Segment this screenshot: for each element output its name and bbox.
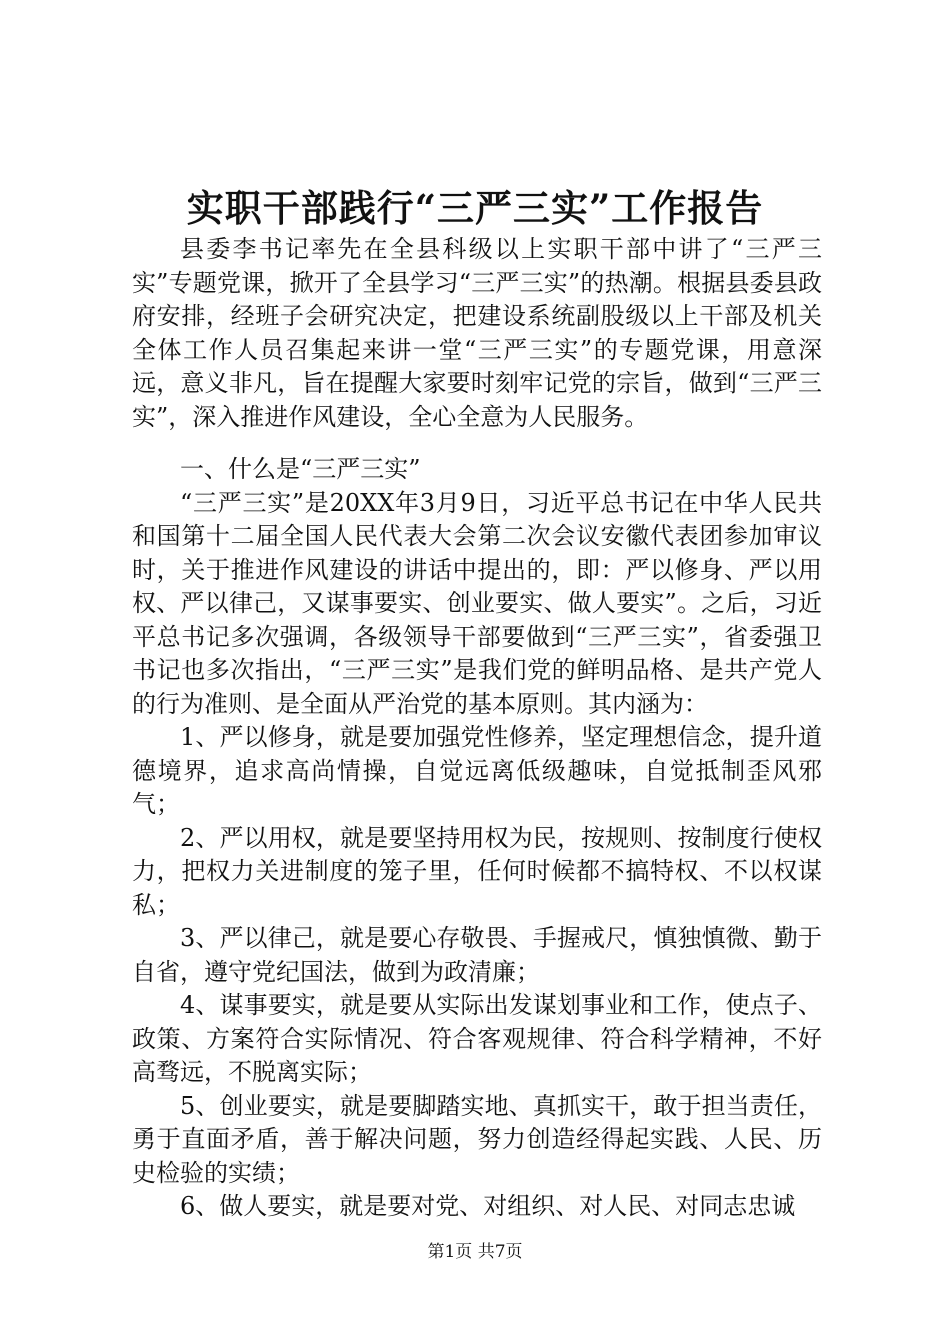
document-title: 实职干部践行“三严三实”工作报告 [186, 186, 764, 230]
page-footer: 第1页 共7页 [427, 1242, 523, 1262]
list-item: 4、谋事要实，就是要从实际出发谋划事业和工作，使点子、政策、方案符合实际情况、符合客观规律、符合科学精神，不好高骛远，不脱离实际； [132, 991, 822, 1086]
section-heading: 一、什么是“三严三实” [180, 455, 421, 483]
intro-paragraph: 县委李书记率先在全县科级以上实职干部中讲了“三严三实”专题党课，掀开了全县学习“三严三实”的热潮。根据县委县政府安排，经班子会研究决定，把建设系统副股级以上干部及机关全体工作人员召集起来讲一堂“三严三实”的专题党课，用意深远，意义非凡，旨在提醒大家要时刻牢记党的宗旨，做到“三严三实”，深入推进作风建设，全心全意为人民服务。 [132, 235, 822, 431]
list-item: 2、严以用权，就是要坚持用权为民，按规则、按制度行使权力，把权力关进制度的笼子里，任何时候都不搞特权、不以权谋私； [132, 823, 822, 919]
list-item: 5、创业要实，就是要脚踏实地、真抓实干，敢于担当责任，勇于直面矛盾，善于解决问题，努力创造经得起实践、人民、历史检验的实绩； [132, 1091, 822, 1187]
list-item: 1、严以修身，就是要加强党性修养，坚定理想信念，提升道德境界，追求高尚情操，自觉远离低级趣味，自觉抵制歪风邪气； [132, 723, 822, 818]
list-item: 3、严以律己，就是要心存敬畏、手握戒尺，慎独慎微、勤于自省，遵守党纪国法，做到为政清廉； [132, 924, 822, 986]
definition-paragraph: “三严三实”是20XX年3月9日，习近平总书记在中华人民共和国第十二届全国人民代表大会第二次会议安徽代表团参加审议时，关于推进作风建设的讲话中提出的，即：严以修身、严以用权、严以律己，又谋事要实、创业要实、做人要实”。之后，习近平总书记多次强调，各级领导干部要做到“三严三实”，省委强卫书记也多次指出，“三严三实”是我们党的鲜明品格、是共产党人的行为准则、是全面从严治党的基本原则。其内涵为： [132, 488, 822, 718]
list-item: 6、做人要实，就是要对党、对组织、对人民、对同志忠诚 [180, 1192, 796, 1220]
document-body [132, 233, 822, 1224]
